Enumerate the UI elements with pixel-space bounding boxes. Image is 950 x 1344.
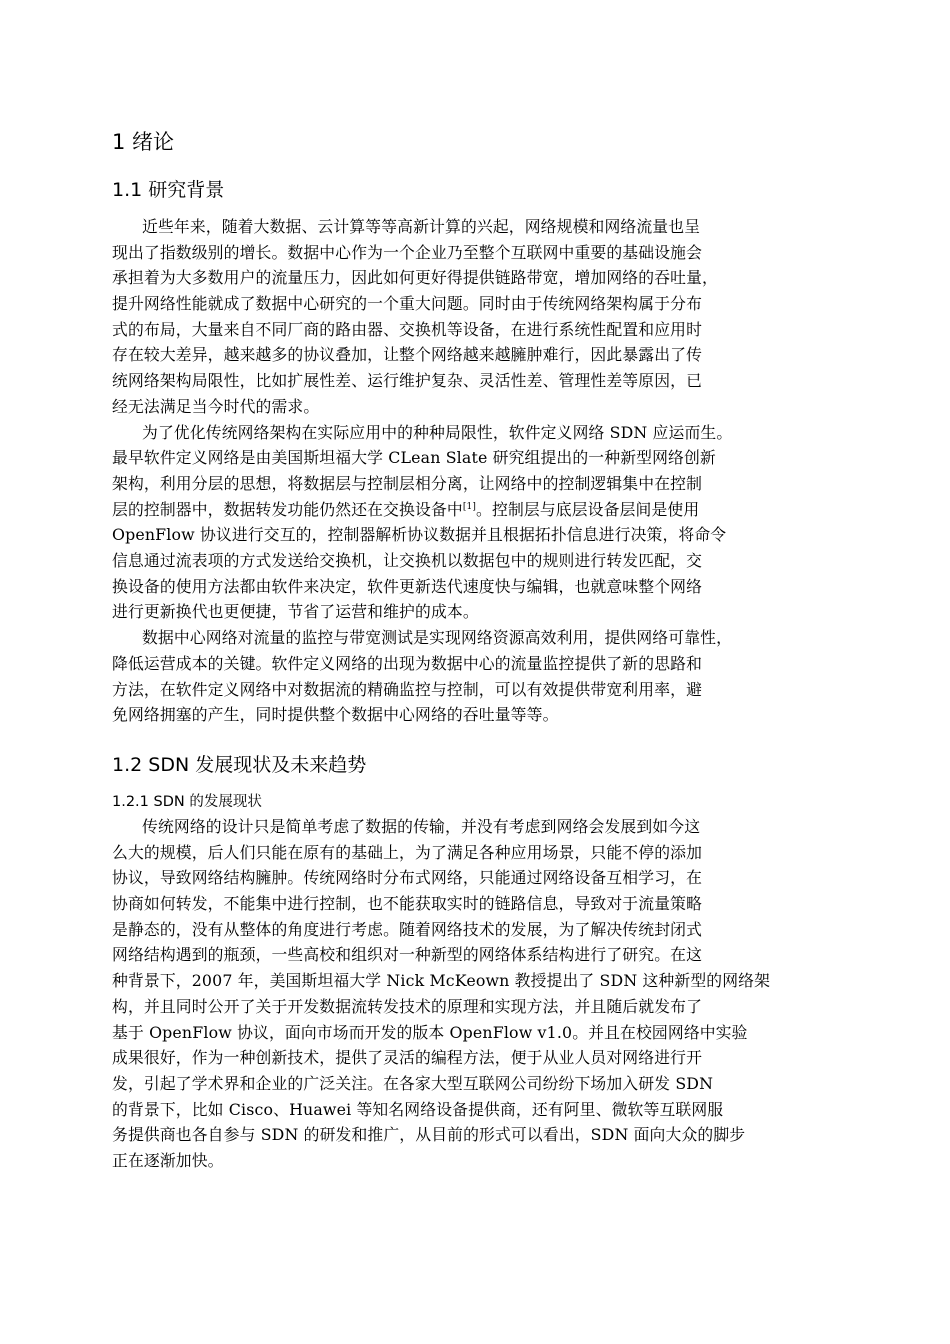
text-line: 发，引起了学术界和企业的广泛关注。在各家大型互联网公司纷纷下场加入研发 SDN xyxy=(112,1073,714,1093)
text-segment: 。控制层与底层设备层间是使用 xyxy=(476,499,700,519)
text-line: 经无法满足当今时代的需求。 xyxy=(112,396,320,416)
text-line: 近些年来，随着大数据、云计算等等高新计算的兴起，网络规模和网络流量也呈 xyxy=(142,217,701,236)
text-line-with-citation xyxy=(112,497,852,523)
paragraph-research-background-2 xyxy=(112,420,852,626)
text-segment: 层的控制器中，数据转发功能仍然还在交换设备中 xyxy=(112,499,463,519)
text-line: 式的布局，大量来自不同厂商的路由器、交换机等设备，在进行系统性配置和应用时 xyxy=(112,319,703,339)
paragraph-research-background-1 xyxy=(112,214,852,420)
text-line: 构，并且同时公开了关于开发数据流转发技术的原理和实现方法，并且随后就发布了 xyxy=(112,996,703,1016)
text-line: 换设备的使用方法都由软件来决定，软件更新迭代速度快与编辑，也就意味整个网络 xyxy=(112,576,703,596)
text-line: 是静态的，没有从整体的角度进行考虑。随着网络技术的发展，为了解决传统封闭式 xyxy=(112,919,703,939)
section-1-1-title: 1.1 研究背景 xyxy=(112,179,225,201)
text-line: 方法，在软件定义网络中对数据流的精确监控与控制，可以有效提供带宽利用率，避 xyxy=(112,679,703,699)
text-line: 信息通过流表项的方式发送给交换机，让交换机以数据包中的规则进行转发匹配，交 xyxy=(112,551,703,571)
text-line: 进行更新换代也更便捷，节省了运营和维护的成本。 xyxy=(112,602,479,622)
citation-reference[interactable]: [1] xyxy=(462,501,477,512)
text-line: 统网络架构局限性，比如扩展性差、运行维护复杂、灵活性差、管理性差等原因，已 xyxy=(112,371,703,391)
text-line: 传统网络的设计只是简单考虑了数据的传输，并没有考虑到网络会发展到如今这 xyxy=(142,817,701,836)
paragraph-research-background-3 xyxy=(112,625,852,728)
text-line: 提升网络性能就成了数据中心研究的一个重大问题。同时由于传统网络架构属于分布 xyxy=(112,294,703,314)
section-1-2-1-title: 1.2.1 SDN 的发展现状 xyxy=(112,794,262,810)
text-line: 务提供商也各自参与 SDN 的研发和推广，从目前的形式可以看出，SDN 面向大众的脚步 xyxy=(112,1125,746,1145)
text-line: 网络结构遇到的瓶颈，一些高校和组织对一种新型的网络体系结构进行了研究。在这 xyxy=(112,945,703,965)
text-line: 最早软件定义网络是由美国斯坦福大学 CLean Slate 研究组提出的一种新型网络创新 xyxy=(112,448,716,468)
section-1-2-title: 1.2 SDN 发展现状及未来趋势 xyxy=(112,754,367,776)
text-line: 的背景下，比如 Cisco、Huawei 等知名网络设备提供商，还有阿里、微软等互联网服 xyxy=(112,1099,724,1119)
text-line: 数据中心网络对流量的监控与带宽测试是实现网络资源高效利用，提供网络可靠性， xyxy=(142,628,733,648)
paragraph-sdn-status xyxy=(112,814,852,1174)
text-line: 架构，利用分层的思想，将数据层与控制层相分离，让网络中的控制逻辑集中在控制 xyxy=(112,473,703,493)
text-line: 现出了指数级别的增长。数据中心作为一个企业乃至整个互联网中重要的基础设施会 xyxy=(112,242,703,262)
text-line: 免网络拥塞的产生，同时提供整个数据中心网络的吞吐量等等。 xyxy=(112,705,559,725)
text-line: 成果很好，作为一种创新技术，提供了灵活的编程方法，便于从业人员对网络进行开 xyxy=(112,1048,703,1068)
text-line: 种背景下，2007 年，美国斯坦福大学 Nick McKeown 教授提出了 SDN 这种新型的网络架 xyxy=(112,971,771,991)
text-line: 协商如何转发，不能集中进行控制，也不能获取实时的链路信息，导致对于流量策略 xyxy=(112,894,703,914)
text-line: 基于 OpenFlow 协议，面向市场而开发的版本 OpenFlow v1.0。并且在校园网络中实验 xyxy=(112,1022,748,1042)
text-line: OpenFlow 协议进行交互的，控制器解析协议数据并且根据拓扑信息进行决策，将命令 xyxy=(112,525,727,545)
text-line: 为了优化传统网络架构在实际应用中的种种局限性，软件定义网络 SDN 应运而生。 xyxy=(142,422,733,442)
text-line: 存在较大差异，越来越多的协议叠加，让整个网络越来越臃肿难行，因此暴露出了传 xyxy=(112,345,703,365)
text-line: 协议，导致网络结构臃肿。传统网络时分布式网络，只能通过网络设备互相学习，在 xyxy=(112,868,703,888)
chapter-title: 1 绪论 xyxy=(112,130,175,154)
text-line: 承担着为大多数用户的流量压力，因此如何更好得提供链路带宽，增加网络的吞吐量， xyxy=(112,268,718,288)
text-line: 么大的规模，后人们只能在原有的基础上，为了满足各种应用场景，只能不停的添加 xyxy=(112,842,703,862)
text-line: 降低运营成本的关键。软件定义网络的出现为数据中心的流量监控提供了新的思路和 xyxy=(112,653,703,673)
text-line: 正在逐渐加快。 xyxy=(112,1150,224,1170)
